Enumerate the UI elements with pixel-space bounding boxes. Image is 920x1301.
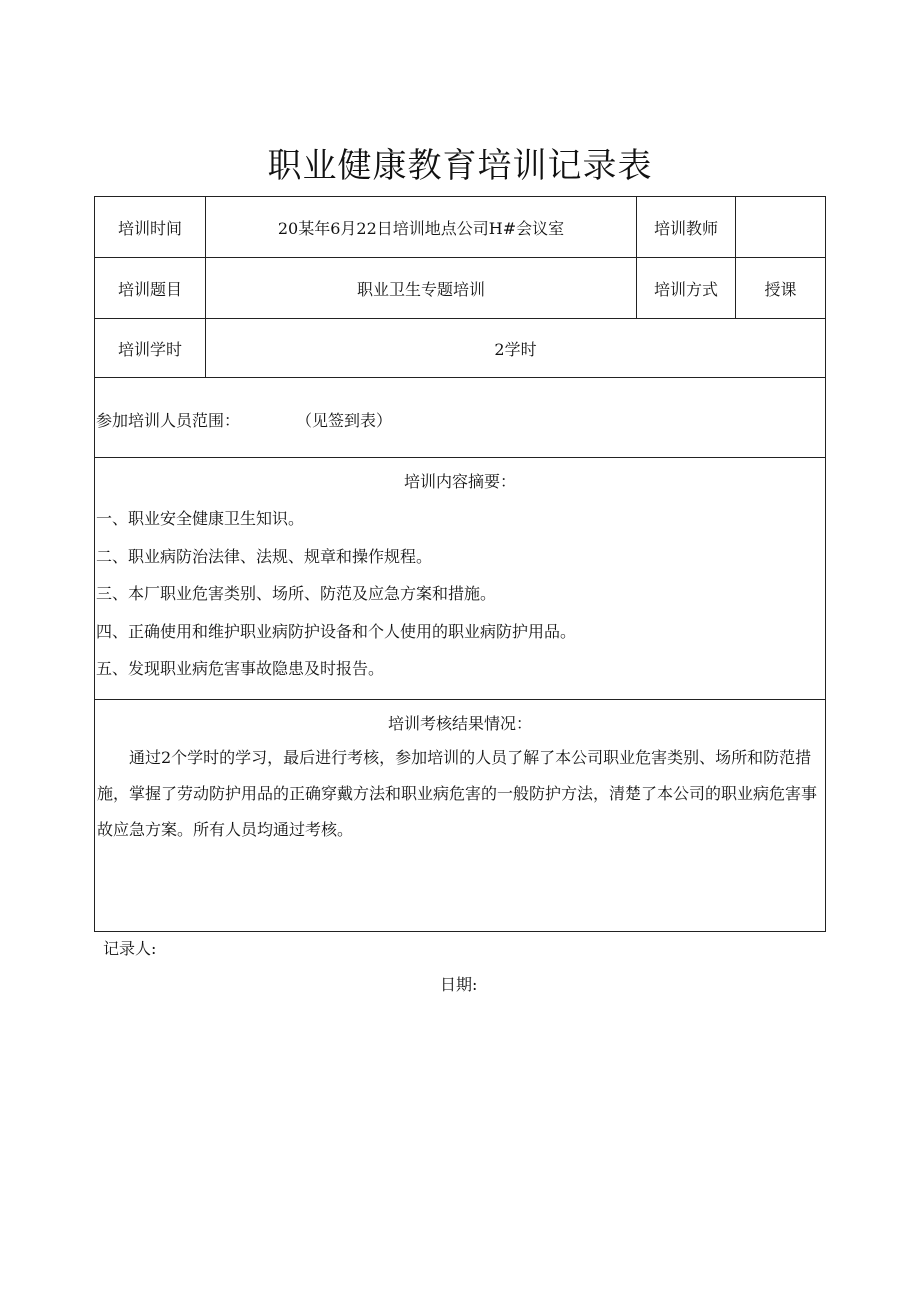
method-value: 授课 <box>764 279 797 299</box>
page-title: 职业健康教育培训记录表 <box>267 146 653 186</box>
content-item: 一、职业安全健康卫生知识。 <box>96 509 305 528</box>
hours-value: 2学时 <box>494 339 537 359</box>
content-item: 三、本厂职业危害类别、场所、防范及应急方案和措施。 <box>96 584 497 603</box>
assessment-heading: 培训考核结果情况： <box>387 713 532 733</box>
training-record-table <box>94 196 826 932</box>
participants-value: （见签到表） <box>296 411 393 430</box>
table-rule <box>94 699 826 700</box>
time-label: 培训时间 <box>117 218 182 238</box>
date-label: 日期: <box>440 975 478 994</box>
content-item: 二、职业病防治法律、法规、规章和操作规程。 <box>96 547 433 566</box>
table-rule <box>94 377 826 378</box>
topic-label: 培训题目 <box>117 279 182 299</box>
recorder-label: 记录人: <box>103 939 157 958</box>
content-item: 四、正确使用和维护职业病防护设备和个人使用的职业病防护用品。 <box>96 622 577 641</box>
table-rule <box>825 196 826 932</box>
method-label: 培训方式 <box>653 279 718 299</box>
time-value: 20某年6月22日培训地点公司H#会议室 <box>277 218 565 238</box>
content-heading: 培训内容摘要： <box>403 471 516 491</box>
table-rule <box>94 931 826 932</box>
teacher-label: 培训教师 <box>653 218 718 238</box>
assessment-text: 通过2个学时的学习，最后进行考核，参加培训的人员了解了本公司职业危害类别、场所和防范措施，掌握了劳动防护用品的正确穿戴方法和职业病危害的一般防护方法，清楚了本公司的职业病危害事故应急方案。所有人员均通过考核。 <box>97 748 818 839</box>
participants-label: 参加培训人员范围： <box>96 411 241 430</box>
topic-value: 职业卫生专题培训 <box>356 279 485 299</box>
hours-label: 培训学时 <box>117 339 182 359</box>
teacher-value <box>736 197 825 257</box>
content-item: 五、发现职业病危害事故隐患及时报告。 <box>96 659 385 678</box>
table-rule <box>94 457 826 458</box>
